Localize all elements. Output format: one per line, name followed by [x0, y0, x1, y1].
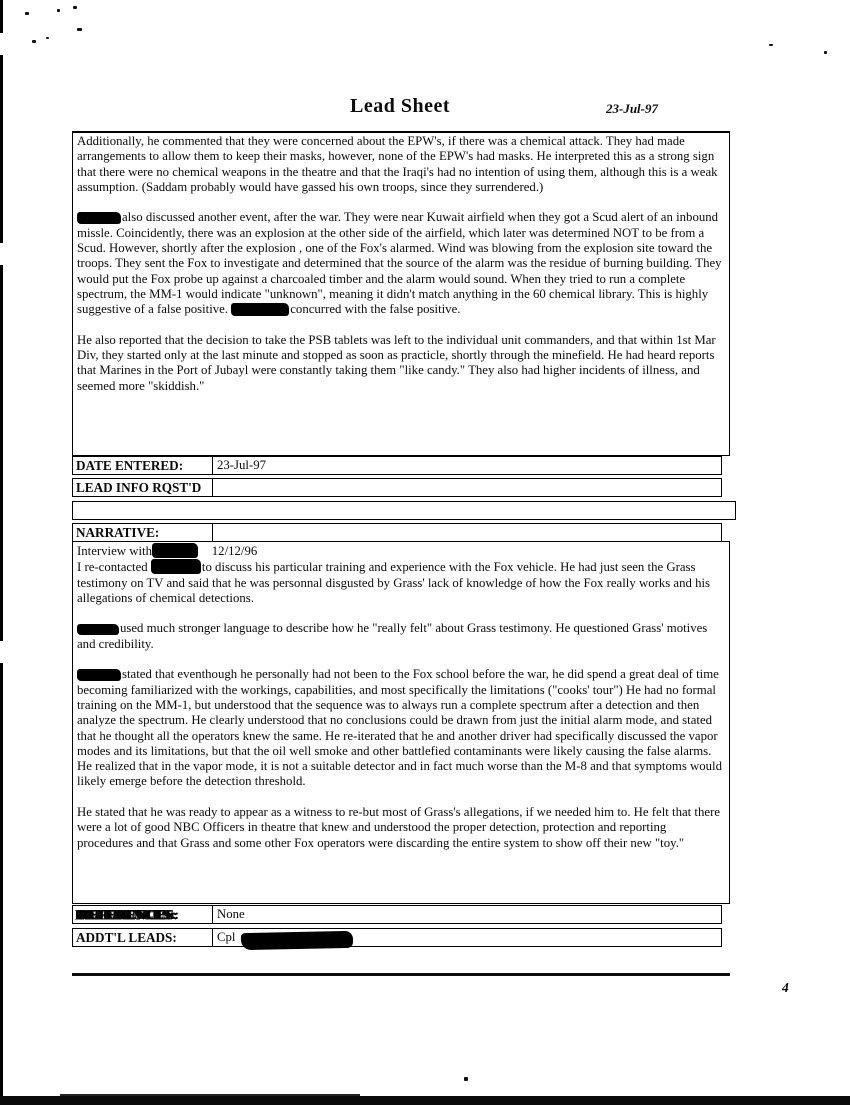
footer-rule — [72, 973, 730, 976]
scan-speck — [46, 37, 49, 39]
scan-edge-left — [0, 0, 3, 1105]
date-entered-label: DATE ENTERED: — [73, 457, 213, 474]
header-date: 23-Jul-97 — [606, 101, 658, 116]
paragraph: used much stronger language to describe how he "really felt" about Grass testimony. He questioned Grass' motives and credibility. — [77, 621, 708, 651]
redaction-box — [231, 303, 289, 316]
narrative-intro-line: Interview with 12/12/96 — [77, 544, 258, 558]
date-entered-value: 23-Jul-97 — [217, 458, 267, 472]
redaction-box — [77, 669, 121, 681]
scan-edge-bottom — [0, 1096, 850, 1105]
paragraph: Additionally, he commented that they were concerned about the EPW's, if there was a chemical attack. They had made arrangements to allow them to keep their masks, however, none of the EPW's had masks. He interpreted this as a strong sign that there were no chemical weapons in the theatre and that the Iraqi's had no intention of using them, although this is a weak assumption. (Saddam probably would have gassed his own troops, since they surrendered.) — [77, 134, 718, 194]
paragraph: He stated that he was ready to appear as a witness to re-but most of Grass's allegations, if we needed him to. He felt that there were a lot of good NBC Officers in theatre that knew and understood the proper detection, protection and reporting procedures and that Grass and some other Fox operators were discarding the entire system to show off their new "toy." — [77, 805, 721, 850]
redaction-box — [152, 543, 198, 558]
scan-speck — [464, 1077, 468, 1081]
references-value: None — [217, 907, 245, 921]
field-row-addtl-leads — [72, 928, 722, 947]
field-row-references — [72, 905, 722, 924]
field-row-lead-info — [72, 478, 722, 497]
scan-speck — [769, 44, 773, 46]
narrative-label: NARRATIVE: — [73, 524, 213, 541]
scan-speck — [32, 40, 36, 43]
scan-speck — [73, 6, 77, 9]
redaction-box — [77, 212, 121, 224]
field-row-date-entered — [72, 456, 722, 475]
narrative-box — [72, 541, 730, 904]
references-label: REFERENCES: — [73, 906, 213, 923]
scan-speck — [824, 51, 827, 54]
scan-speck — [25, 12, 29, 15]
lead-info-label: LEAD INFO RQST'D — [73, 479, 213, 496]
summary-box — [72, 131, 730, 456]
redaction-box — [240, 931, 352, 950]
page-number: 4 — [782, 980, 789, 995]
page-title: Lead Sheet — [350, 95, 450, 117]
scan-speck — [77, 28, 82, 31]
addtl-leads-label: ADDT'L LEADS: — [73, 929, 213, 946]
field-row-narrative — [72, 523, 722, 542]
redaction-box — [151, 559, 201, 574]
empty-row — [72, 501, 736, 520]
paragraph: also discussed another event, after the war. They were near Kuwait airfield when they got a Scud alert of an inbound missle. Coincidently, there was an explosion at the other side of the airfield, which later was determined NOT to be from a Scud. However, shortly after the explosion , one of the Fox's alarmed. Wind was blowing from the explosion site toward the troops. They sent the Fox to investigate and determined that the source of the alarm was the residue of burning building. They would put the Fox probe up against a charcoaled timber and the alarm would sound. When they tried to run a complete spectrum, the MM-1 would indicate "unknown", meaning it didn't match anything in the 60 chemical library. This is highly suggestive of a false positive. concurred with the false positive. — [77, 210, 722, 317]
paragraph: He also reported that the decision to take the PSB tablets was left to the individual unit commanders, and that within 1st Mar Div, they started only at the last minute and stopped as soon as practicle, shortly through the minefield. He had heard reports that Marines in the Port of Jubayl were constantly taking them "like candy." They also had higher incidents of illness, and seemed more "skiddish." — [77, 332, 716, 393]
paragraph: I re-contacted to discuss his particular training and experience with the Fox vehicle. He had just seen the Grass testimony on TV and said that he was personnal disgusted by Grass' lack of knowledge of how the Fox really works and his allegations of chemical detections. — [77, 560, 711, 605]
scan-speck — [57, 9, 60, 12]
addtl-leads-value: Cpl — [213, 929, 353, 946]
redaction-box — [77, 624, 119, 635]
paragraph: stated that eventhough he personally had not been to the Fox school before the war, he did spend a great deal of time becoming familiarized with the workings, capabilities, and most specifically the limitations ("cooks' tour") He had no formal training on the MM-1, but understood that the sequence was to always run a complete spectrum after a detection and then analyze the spectrum. He clearly understood that no conclusions could be drawn from just the initial alarm mode, and stated that he thought all the operators knew the same. He re-iterated that he and another driver had specifically discussed the vapor modes and its limitations, but that the oil well smoke and other battlefied contaminants were likely causing the false alarms. He realized that in the vapor mode, it is not a suitable detector and in fact much worse than the M-8 and that symptoms would likely emerge before the detection threshold. — [77, 667, 723, 789]
